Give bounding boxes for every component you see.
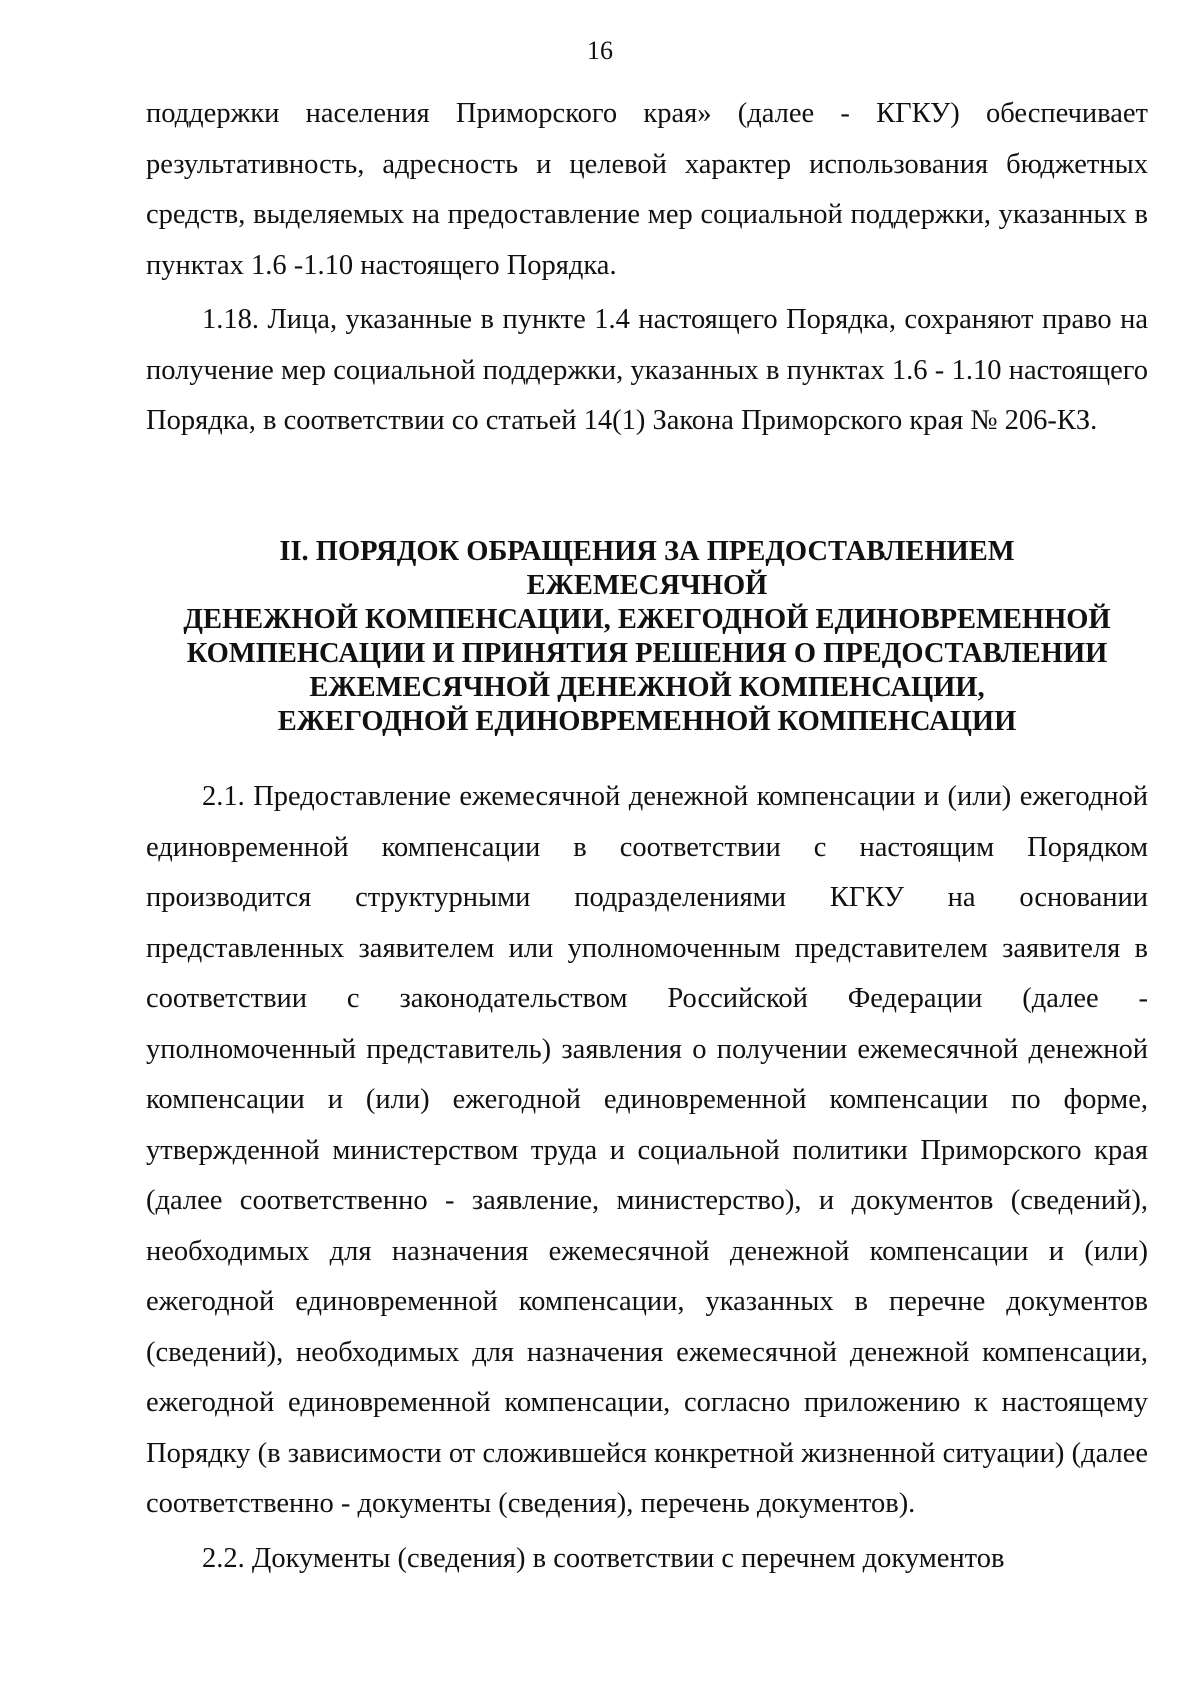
heading-line: ЕЖЕМЕСЯЧНОЙ (526, 570, 768, 601)
body-text-top (146, 89, 1148, 447)
body-text-bottom (146, 772, 1148, 1584)
paragraph-1-18: 1.18. Лица, указанные в пункте 1.4 настоящего Порядка, сохраняют право на получение мер социальной поддержки, указанных в пунктах 1.6 - 1.10 настоящего Порядка, в соответствии со статьей 14(1) Закона Приморского края № 206-КЗ. (146, 304, 1148, 436)
heading-line: ЕЖЕГОДНОЙ ЕДИНОВРЕМЕННОЙ КОМПЕНСАЦИИ (277, 706, 1017, 737)
paragraph-2-2: 2.2. Документы (сведения) в соответствии с перечнем документов (202, 1542, 1005, 1574)
heading-line: ЕЖЕМЕСЯЧНОЙ ДЕНЕЖНОЙ КОМПЕНСАЦИИ, (309, 672, 985, 703)
paragraph-continuation: поддержки населения Приморского края» (далее - КГКУ) обеспечивает результативность, адресность и целевой характер использования бюджетных средств, выделяемых на предоставление мер социальной поддержки, указанных в пунктах 1.6 -1.10 настоящего Порядка. (146, 98, 1148, 281)
section-heading (146, 535, 1148, 739)
paragraph-2-1: 2.1. Предоставление ежемесячной денежной компенсации и (или) ежегодной единовременной компенсации в соответствии с настоящим Порядком производится структурными подразделениями КГКУ на основании представленных заявителем или уполномоченным представителем заявителя в соответствии с законодательством Российской Федерации (далее - уполномоченный представитель) заявления о получении ежемесячной денежной компенсации и (или) ежегодной единовременной компенсации по форме, утвержденной министерством труда и социальной политики Приморского края (далее соответственно - заявление, министерство), и документов (сведений), необходимых для назначения ежемесячной денежной компенсации и (или) ежегодной единовременной компенсации, указанных в перечне документов (сведений), необходимых для назначения ежемесячной денежной компенсации, ежегодной единовременной компенсации, согласно приложению к настоящему Порядку (в зависимости от сложившейся конкретной жизненной ситуации) (далее соответственно - документы (сведения), перечень документов). (146, 781, 1148, 1519)
heading-line: ДЕНЕЖНОЙ КОМПЕНСАЦИИ, ЕЖЕГОДНОЙ ЕДИНОВРЕМЕННОЙ (183, 604, 1111, 635)
heading-line: КОМПЕНСАЦИИ И ПРИНЯТИЯ РЕШЕНИЯ О ПРЕДОСТАВЛЕНИИ (186, 638, 1108, 669)
page-number: 16 (587, 36, 613, 65)
heading-line: II. ПОРЯДОК ОБРАЩЕНИЯ ЗА ПРЕДОСТАВЛЕНИЕМ (279, 536, 1015, 567)
